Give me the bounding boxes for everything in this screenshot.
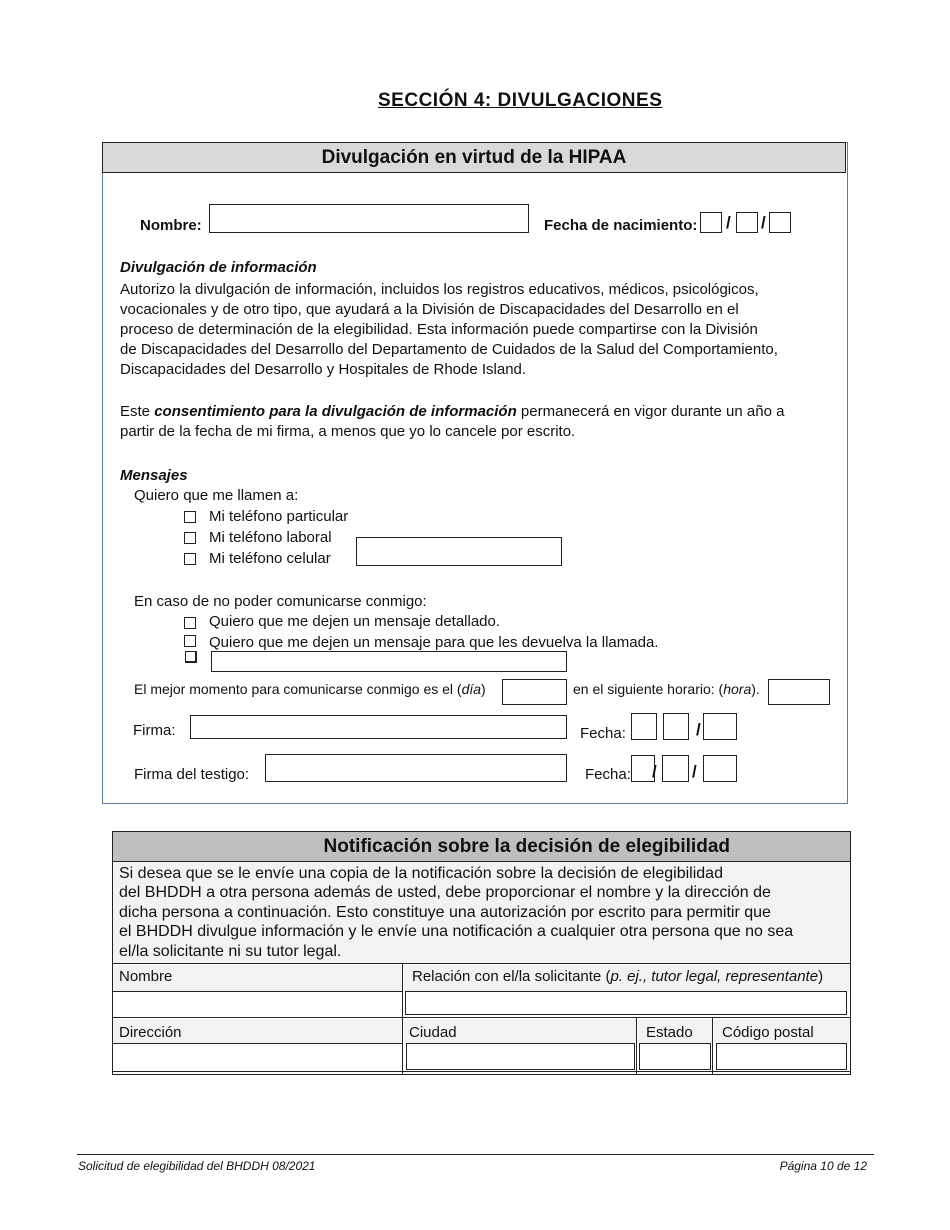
table-rule: [712, 1017, 713, 1074]
consent-bold: consentimiento para la divulgación de información: [154, 403, 517, 420]
best-time-suffix: ): [481, 681, 486, 697]
table-rule: [112, 963, 851, 964]
witness-date-label: Fecha:: [585, 766, 631, 783]
schedule-label: [573, 681, 760, 697]
zip-label: Código postal: [722, 1024, 814, 1041]
signature-date-year-input[interactable]: [703, 713, 737, 740]
best-hour-input[interactable]: [768, 679, 830, 705]
witness-date-slash-2: /: [692, 762, 697, 781]
recipient-name-label: Nombre: [119, 968, 173, 985]
disclosure-line: proceso de determinación de la elegibilidad. Esta información puede compartirse con la División: [120, 321, 758, 338]
best-day-input[interactable]: [502, 679, 567, 705]
state-input[interactable]: [639, 1043, 711, 1070]
witness-date-slash-1: /: [652, 762, 657, 781]
relation-input[interactable]: [405, 991, 847, 1015]
consent-prefix: Este: [120, 403, 155, 420]
work-phone-label: Mi teléfono laboral: [209, 529, 332, 546]
messages-heading: Mensajes: [120, 467, 188, 484]
notification-line: el BHDDH divulgue información y le envíe una notificación a cualquier otra persona que no sea: [119, 923, 794, 941]
address-input[interactable]: [113, 1043, 402, 1070]
disclosure-line: Discapacidades del Desarrollo y Hospitales de Rhode Island.: [120, 361, 527, 378]
table-rule: [112, 1071, 851, 1072]
name-label: Nombre:: [140, 217, 202, 234]
disclosure-line: Autorizo la divulgación de información, incluidos los registros educativos, médicos, psicológicos,: [120, 281, 759, 298]
dob-slash-2: /: [761, 213, 766, 232]
section-title: SECCIÓN 4: DIVULGACIONES: [378, 90, 663, 111]
consent-line-2: partir de la fecha de mi firma, a menos que yo lo cancele por escrito.: [120, 423, 576, 440]
phone-number-input[interactable]: [356, 537, 562, 566]
dob-year-input[interactable]: [769, 212, 791, 233]
best-time-prefix: El mejor momento para comunicarse conmigo es el (: [134, 681, 462, 697]
recipient-name-input[interactable]: [113, 991, 402, 1016]
signature-input[interactable]: [190, 715, 567, 739]
schedule-hour: hora: [723, 681, 752, 697]
zip-input[interactable]: [716, 1043, 847, 1070]
state-label: Estado: [646, 1024, 693, 1041]
home-phone-label: Mi teléfono particular: [209, 508, 349, 525]
home-phone-checkbox[interactable]: [184, 511, 196, 523]
notification-line: del BHDDH a otra persona además de usted, debe proporcionar el nombre y la dirección de: [119, 884, 771, 902]
footer-page-number: Página 10 de 12: [779, 1159, 867, 1173]
table-rule: [112, 1017, 851, 1018]
dob-month-input[interactable]: [700, 212, 722, 233]
consent-suffix: permanecerá en vigor durante un año a: [516, 403, 785, 420]
notification-body: [113, 862, 850, 963]
city-input[interactable]: [406, 1043, 635, 1070]
signature-date-day-input[interactable]: [663, 713, 689, 740]
signature-date-label: Fecha:: [580, 725, 626, 742]
cell-phone-checkbox[interactable]: [184, 553, 196, 565]
relation-prefix: Relación con el/la solicitante (: [412, 968, 611, 985]
dob-day-input[interactable]: [736, 212, 758, 233]
signature-date-slash: /: [696, 720, 701, 739]
dob-label: Fecha de nacimiento:: [544, 217, 698, 234]
dob-slash-1: /: [726, 213, 731, 232]
table-rule: [402, 963, 403, 1074]
witness-date-day-input[interactable]: [662, 755, 689, 782]
signature-date-month-input[interactable]: [631, 713, 657, 740]
best-time-day: día: [461, 681, 482, 697]
consent-paragraph: [120, 402, 820, 442]
hipaa-header: Divulgación en virtud de la HIPAA: [102, 142, 846, 173]
signature-label: Firma:: [133, 722, 176, 739]
table-rule: [636, 1017, 637, 1074]
other-message-input[interactable]: [211, 651, 567, 672]
unreachable-label: En caso de no poder comunicarse conmigo:: [134, 593, 427, 610]
address-label: Dirección: [119, 1024, 182, 1041]
disclosure-line: vocacionales y de otro tipo, que ayudará a la División de Discapacidades del Desarrollo en el: [120, 301, 739, 318]
footer-form-title: Solicitud de elegibilidad del BHDDH 08/2021: [78, 1159, 316, 1173]
witness-label: Firma del testigo:: [134, 766, 250, 783]
relation-suffix: ): [818, 968, 824, 985]
witness-signature-input[interactable]: [265, 754, 567, 782]
best-time-label: [134, 681, 486, 697]
disclosure-line: de Discapacidades del Desarrollo del Departamento de Cuidados de la Salud del Comportamiento,: [120, 341, 778, 358]
schedule-suffix: ).: [751, 681, 760, 697]
relation-label: [412, 968, 823, 985]
callback-message-label: Quiero que me dejen un mensaje para que les devuelva la llamada.: [209, 634, 659, 651]
name-input[interactable]: [209, 204, 529, 233]
hipaa-section: [102, 142, 848, 804]
work-phone-checkbox[interactable]: [184, 532, 196, 544]
other-message-checkbox[interactable]: [185, 651, 197, 663]
detailed-message-checkbox[interactable]: [184, 617, 196, 629]
city-label: Ciudad: [409, 1024, 457, 1041]
cell-phone-label: Mi teléfono celular: [209, 550, 331, 567]
disclosure-heading: Divulgación de información: [120, 259, 317, 276]
disclosure-paragraph: [120, 280, 820, 380]
notification-line: Si desea que se le envíe una copia de la notificación sobre la decisión de elegibilidad: [119, 865, 723, 882]
callback-message-checkbox[interactable]: [184, 635, 196, 647]
detailed-message-label: Quiero que me dejen un mensaje detallado.: [209, 613, 501, 630]
notification-line: el/la solicitante ni su tutor legal.: [119, 942, 342, 960]
notification-header: Notificación sobre la decisión de elegibilidad: [112, 831, 851, 862]
relation-italic: p. ej., tutor legal, representante: [610, 968, 819, 985]
call-me-label: Quiero que me llamen a:: [134, 487, 299, 504]
footer-rule: [77, 1154, 874, 1155]
notification-line: dicha persona a continuación. Esto constituye una autorización por escrito para permitir que: [119, 903, 771, 921]
schedule-prefix: en el siguiente horario: (: [573, 681, 724, 697]
witness-date-year-input[interactable]: [703, 755, 737, 782]
